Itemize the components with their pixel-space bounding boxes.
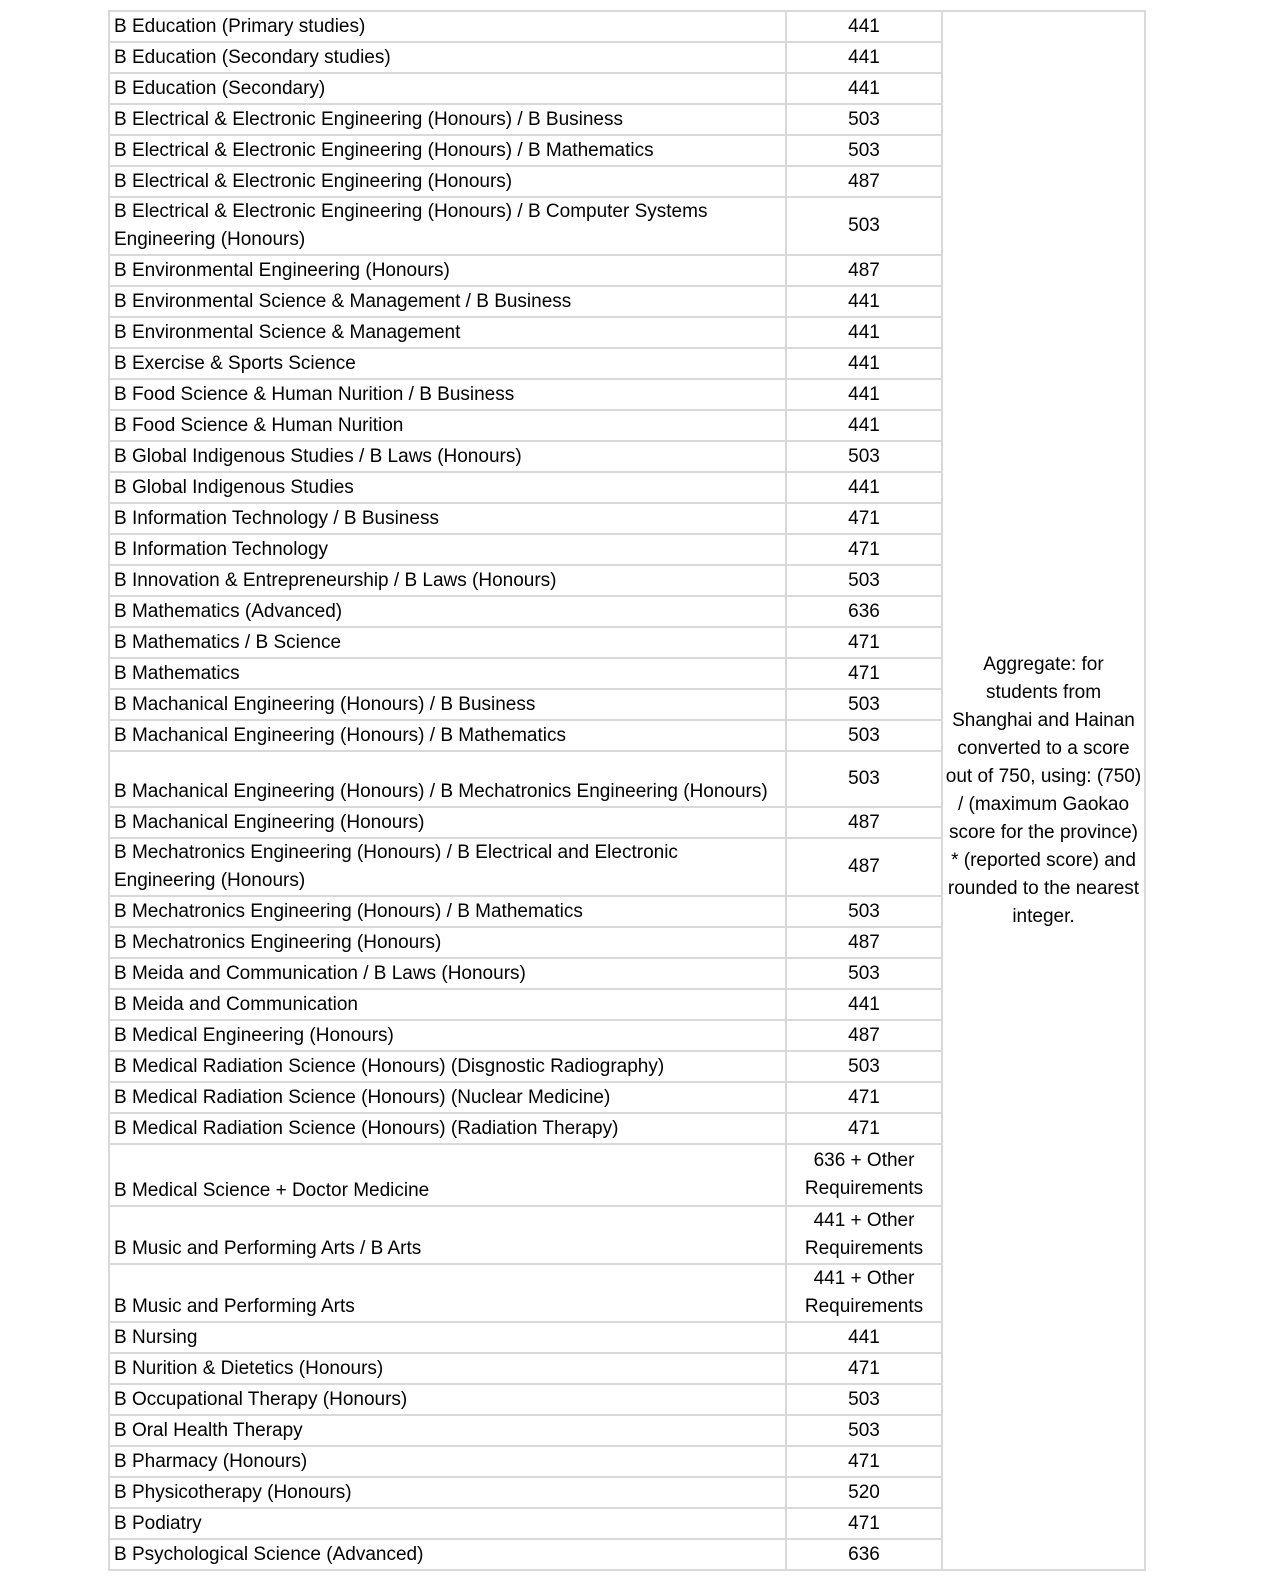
score-value: 441 [786,286,942,317]
score-value: 487 [786,255,942,286]
score-value: 487 [786,807,942,838]
score-value: 487 [786,838,942,896]
program-name: B Food Science & Human Nurition [109,410,786,441]
score-value: 441 [786,317,942,348]
score-value: 471 [786,1446,942,1477]
score-value: 503 [786,689,942,720]
score-value: 441 + Other Requirements [786,1264,942,1322]
admission-scores-table-page [108,10,1144,1571]
score-value: 503 [786,565,942,596]
program-name: B Podiatry [109,1508,786,1539]
program-name: B Oral Health Therapy [109,1415,786,1446]
program-name: B Machanical Engineering (Honours) [109,807,786,838]
program-name: B Mathematics / B Science [109,627,786,658]
program-name: B Machanical Engineering (Honours) / B Business [109,689,786,720]
score-value: 471 [786,1353,942,1384]
admission-scores-table [108,10,1146,1571]
program-name: B Medical Radiation Science (Honours) (Nuclear Medicine) [109,1082,786,1113]
program-name: B Medical Radiation Science (Honours) (Radiation Therapy) [109,1113,786,1144]
program-name: B Music and Performing Arts / B Arts [109,1206,786,1264]
score-value: 471 [786,1113,942,1144]
program-name: B Global Indigenous Studies / B Laws (Honours) [109,441,786,472]
score-value: 471 [786,1508,942,1539]
score-value: 441 [786,410,942,441]
program-name: B Machanical Engineering (Honours) / B Mathematics [109,720,786,751]
score-value: 636 [786,596,942,627]
program-name: B Environmental Science & Management / B Business [109,286,786,317]
program-name: B Mathematics [109,658,786,689]
score-value: 471 [786,534,942,565]
score-value: 441 [786,472,942,503]
program-name: B Electrical & Electronic Engineering (Honours) / B Mathematics [109,135,786,166]
aggregate-note: Aggregate: for students from Shanghai and Hainan converted to a score out of 750, using: (750) / (maximum Gaokao score for the province) * (reported score) and rounded to the nearest integer. [942,11,1145,1570]
program-name: B Medical Radiation Science (Honours) (Disgnostic Radiography) [109,1051,786,1082]
score-value: 441 [786,1322,942,1353]
score-value: 441 [786,989,942,1020]
program-name: B Electrical & Electronic Engineering (Honours) / B Business [109,104,786,135]
table-body [109,11,1145,1570]
score-value: 441 [786,73,942,104]
program-name: B Medical Science + Doctor Medicine [109,1144,786,1206]
program-name: B Information Technology / B Business [109,503,786,534]
score-value: 441 [786,348,942,379]
program-name: B Environmental Science & Management [109,317,786,348]
score-value: 503 [786,1051,942,1082]
program-name: B Nursing [109,1322,786,1353]
program-name: B Machanical Engineering (Honours) / B Mechatronics Engineering (Honours) [109,751,786,807]
program-name: B Global Indigenous Studies [109,472,786,503]
program-name: B Electrical & Electronic Engineering (Honours) / B Computer Systems Engineering (Honours) [109,197,786,255]
score-value: 471 [786,1082,942,1113]
program-name: B Psychological Science (Advanced) [109,1539,786,1570]
score-value: 503 [786,896,942,927]
score-value: 471 [786,627,942,658]
program-name: B Education (Secondary studies) [109,42,786,73]
score-value: 471 [786,503,942,534]
score-value: 503 [786,1384,942,1415]
score-value: 503 [786,958,942,989]
score-value: 520 [786,1477,942,1508]
score-value: 487 [786,1020,942,1051]
program-name: B Music and Performing Arts [109,1264,786,1322]
score-value: 503 [786,135,942,166]
score-value: 441 + Other Requirements [786,1206,942,1264]
score-value: 636 [786,1539,942,1570]
table-row [109,11,1145,42]
program-name: B Meida and Communication [109,989,786,1020]
program-name: B Occupational Therapy (Honours) [109,1384,786,1415]
program-name: B Mechatronics Engineering (Honours) / B Mathematics [109,896,786,927]
program-name: B Nurition & Dietetics (Honours) [109,1353,786,1384]
program-name: B Physicotherapy (Honours) [109,1477,786,1508]
program-name: B Education (Primary studies) [109,11,786,42]
score-value: 471 [786,658,942,689]
score-value: 441 [786,42,942,73]
score-value: 503 [786,751,942,807]
program-name: B Mathematics (Advanced) [109,596,786,627]
program-name: B Medical Engineering (Honours) [109,1020,786,1051]
program-name: B Innovation & Entrepreneurship / B Laws (Honours) [109,565,786,596]
score-value: 503 [786,104,942,135]
program-name: B Environmental Engineering (Honours) [109,255,786,286]
score-value: 487 [786,927,942,958]
score-value: 636 + Other Requirements [786,1144,942,1206]
program-name: B Meida and Communication / B Laws (Honours) [109,958,786,989]
score-value: 441 [786,11,942,42]
program-name: B Mechatronics Engineering (Honours) / B Electrical and Electronic Engineering (Honours) [109,838,786,896]
score-value: 441 [786,379,942,410]
program-name: B Exercise & Sports Science [109,348,786,379]
program-name: B Information Technology [109,534,786,565]
program-name: B Education (Secondary) [109,73,786,104]
program-name: B Food Science & Human Nurition / B Business [109,379,786,410]
program-name: B Mechatronics Engineering (Honours) [109,927,786,958]
score-value: 503 [786,720,942,751]
score-value: 503 [786,1415,942,1446]
program-name: B Electrical & Electronic Engineering (Honours) [109,166,786,197]
score-value: 503 [786,197,942,255]
program-name: B Pharmacy (Honours) [109,1446,786,1477]
score-value: 487 [786,166,942,197]
score-value: 503 [786,441,942,472]
